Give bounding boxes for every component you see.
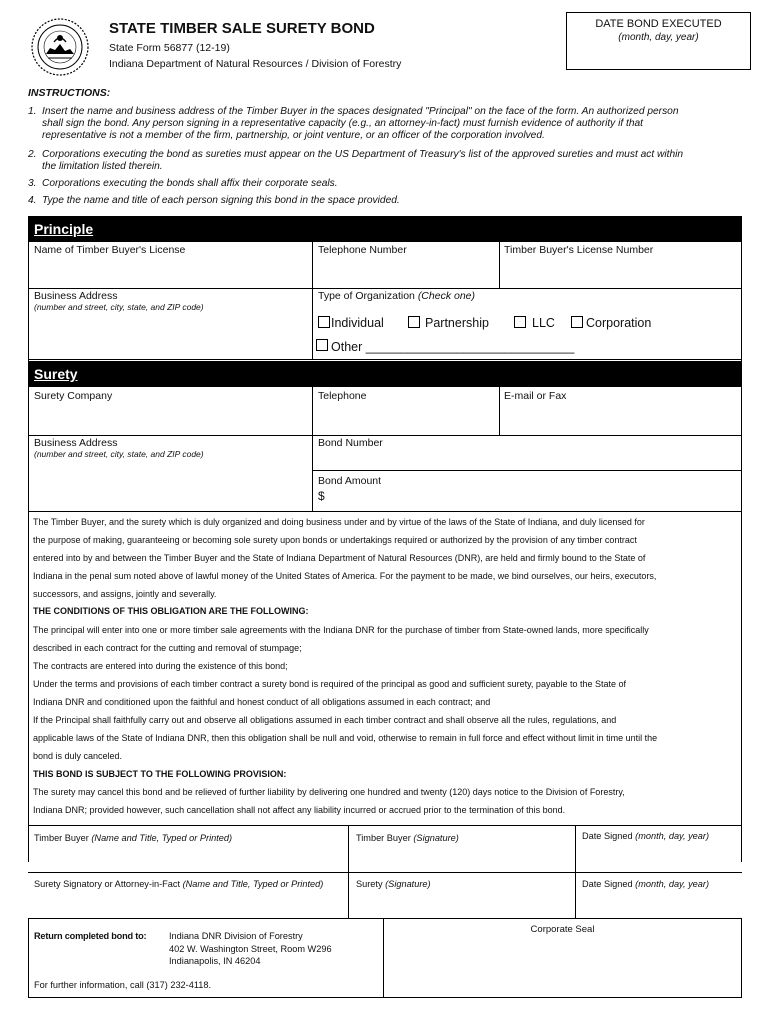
body-line: Indiana DNR; provided however, such cancellation shall not affect any liability incurred or accrued prior to the termination of this bond. xyxy=(33,805,566,815)
conditions-heading: THE CONDITIONS OF THIS OBLIGATION ARE THE FOLLOWING: xyxy=(33,606,309,616)
provision-heading: THIS BOND IS SUBJECT TO THE FOLLOWING PROVISION: xyxy=(33,769,287,779)
instruction-number: 2. xyxy=(28,149,37,160)
partnership-checkbox[interactable] xyxy=(408,316,420,328)
instruction-line: Corporations executing the bond as sureties must appear on the US Department of Treasury's list of the approved sureties and must act within xyxy=(42,149,684,160)
divider xyxy=(28,918,29,998)
state-seal-logo xyxy=(30,16,90,78)
surety-name-label xyxy=(34,878,323,890)
license-number-field[interactable] xyxy=(500,258,740,287)
body-line: Under the terms and provisions of each timber contract a surety bond is required of the principal as good and sufficient surety, payable to the State of xyxy=(33,679,627,689)
buyer-signature-label xyxy=(356,832,459,844)
body-line: The principal will enter into one or more timber sale agreements with the Indiana DNR for the purchase of timber from State-owned lands, more specifically xyxy=(33,625,649,635)
divider xyxy=(28,872,742,873)
buyer-name-field[interactable] xyxy=(29,846,347,871)
instruction-line: Corporations executing the bonds shall affix their corporate seals. xyxy=(42,178,338,189)
instruction-line: shall sign the bond. Any person signing in a representative capacity (e.g., an attorney-in-fact) must furnish evidence of authority if that xyxy=(42,118,644,129)
partnership-label: Partnership xyxy=(425,316,489,330)
surety-telephone-field[interactable] xyxy=(313,404,498,434)
surety-sig-text: Surety xyxy=(356,879,383,889)
instruction-number: 1. xyxy=(28,106,37,117)
buyer-signature-field[interactable] xyxy=(349,846,574,871)
org-type-text: Type of Organization xyxy=(318,290,415,302)
surety-date-signed-label xyxy=(582,878,709,890)
instructions-heading: INSTRUCTIONS: xyxy=(28,87,111,99)
body-line: successors, and assigns, jointly and severally. xyxy=(33,589,217,599)
timber-buyer-name-label: Name of Timber Buyer's License xyxy=(34,244,186,256)
body-line: The surety may cancel this bond and be relieved of further liability by delivering one hundred and twenty (120) days notice to the Division of Forestry, xyxy=(33,787,625,797)
date-signed-sub: (month, day, year) xyxy=(635,831,710,841)
instruction-number: 4. xyxy=(28,195,37,206)
surety-section-header: Surety xyxy=(28,361,742,387)
principle-address-field[interactable] xyxy=(29,315,311,358)
divider xyxy=(28,997,742,998)
buyer-date-signed-label xyxy=(582,830,709,842)
buyer-sig-sub: (Signature) xyxy=(413,833,459,843)
other-label: Other ______________________________ xyxy=(331,340,575,354)
corporate-seal-area[interactable] xyxy=(384,938,741,996)
body-line: The Timber Buyer, and the surety which is duly organized and doing business under and by virtue of the laws of the State of Indiana, and duly licensed for xyxy=(33,517,645,527)
llc-checkbox[interactable] xyxy=(514,316,526,328)
surety-name-field[interactable] xyxy=(29,892,347,917)
divider xyxy=(28,825,742,826)
instruction-line: representative is not a member of the firm, partnership, or joint venture, or an officer of the corporation involved. xyxy=(42,130,545,141)
corporation-label: Corporation xyxy=(586,316,652,330)
instruction-line: the limitation listed therein. xyxy=(42,161,163,172)
surety-telephone-label: Telephone xyxy=(318,390,367,402)
corporation-checkbox[interactable] xyxy=(571,316,583,328)
body-line: Indiana DNR and conditioned upon the faithful and honest conduct of all obligations assumed in each contract; and xyxy=(33,697,491,707)
instruction-line: Insert the name and business address of the Timber Buyer in the spaces designated "Principal" on the face of the form. An authorized person xyxy=(42,106,679,117)
principle-section-header: Principle xyxy=(28,216,742,242)
return-address-line: Indianapolis, IN 46204 xyxy=(169,956,261,966)
individual-label: Individual xyxy=(331,316,384,330)
bond-amount-label: Bond Amount xyxy=(318,475,382,487)
timber-buyer-name-field[interactable] xyxy=(29,258,311,287)
surety-email-label: E-mail or Fax xyxy=(504,390,567,402)
instruction-item xyxy=(28,149,746,173)
divider xyxy=(741,242,742,862)
corporate-seal-label: Corporate Seal xyxy=(530,924,595,935)
agency-name: Indiana Department of Natural Resources / Division of Forestry xyxy=(109,58,402,70)
buyer-sig-text: Timber Buyer xyxy=(356,833,411,843)
buyer-name-text: Timber Buyer xyxy=(34,833,89,843)
body-line: Indiana in the penal sum noted above of lawful money of the United States of America. For the payment to be made, we bind ourselves, our heirs, executors, xyxy=(33,571,657,581)
divider xyxy=(28,918,742,919)
bond-number-field[interactable] xyxy=(313,451,741,469)
body-line: applicable laws of the State of Indiana DNR, then this obligation shall be null and void, otherwise to remain in full force and effect without limit in time until the xyxy=(33,733,658,743)
surety-company-field[interactable] xyxy=(29,404,311,434)
return-label: Return completed bond to: xyxy=(34,931,147,941)
return-address xyxy=(169,930,332,968)
surety-address-field[interactable] xyxy=(29,462,311,510)
date-signed-text: Date Signed xyxy=(582,879,633,889)
surety-email-field[interactable] xyxy=(500,404,740,434)
divider xyxy=(312,470,742,471)
other-checkbox[interactable] xyxy=(316,339,328,351)
body-line: If the Principal shall faithfully carry out and observe all obligations assumed in each timber contract and shall observe all the rules, regulations, and xyxy=(33,715,617,725)
body-line: described in each contract for the cutting and removal of stumpage; xyxy=(33,643,302,653)
divider xyxy=(28,435,742,436)
license-number-label: Timber Buyer's License Number xyxy=(504,244,654,256)
bond-amount-prefix: $ xyxy=(318,489,325,503)
instruction-line: Type the name and title of each person signing this bond in the space provided. xyxy=(42,195,400,206)
divider xyxy=(28,359,742,360)
instruction-number: 3. xyxy=(28,178,37,189)
divider xyxy=(28,511,742,512)
date-signed-sub: (month, day, year) xyxy=(635,879,710,889)
surety-company-label: Surety Company xyxy=(34,390,113,402)
principle-address-label: Business Address xyxy=(34,290,118,302)
form-title: STATE TIMBER SALE SURETY BOND xyxy=(109,20,375,37)
date-box-sub: (month, day, year) xyxy=(618,32,699,43)
surety-address-sub: (number and street, city, state, and ZIP code) xyxy=(34,449,204,459)
surety-name-text: Surety Signatory or Attorney-in-Fact xyxy=(34,879,181,889)
buyer-date-signed-field[interactable] xyxy=(576,846,741,871)
date-signed-text: Date Signed xyxy=(582,831,633,841)
return-address-line: 402 W. Washington Street, Room W296 xyxy=(169,943,332,954)
instruction-item xyxy=(28,106,746,142)
body-line: entered into by and between the Timber Buyer and the State of Indiana Department of Natural Resources (DNR), are held and firmly bound to the State of xyxy=(33,553,646,563)
individual-checkbox[interactable] xyxy=(318,316,330,328)
date-bond-executed-field[interactable] xyxy=(566,12,751,70)
further-info: For further information, call (317) 232-4118. xyxy=(34,980,212,990)
body-line: bond is duly canceled. xyxy=(33,751,123,761)
other-org-field[interactable] xyxy=(370,338,580,354)
return-address-line: Indiana DNR Division of Forestry xyxy=(169,931,303,941)
org-type-sub: (Check one) xyxy=(417,290,476,302)
llc-label: LLC xyxy=(532,316,555,330)
form-number: State Form 56877 (12-19) xyxy=(109,42,230,54)
body-line: the purpose of making, guaranteeing or becoming sole surety upon bonds or undertakings required or authorized by the provision of any timber contract xyxy=(33,535,637,545)
surety-name-sub: (Name and Title, Typed or Printed) xyxy=(182,879,324,889)
buyer-name-sub: (Name and Title, Typed or Printed) xyxy=(91,833,233,843)
surety-signature-label xyxy=(356,878,431,890)
divider xyxy=(741,918,742,998)
surety-sig-sub: (Signature) xyxy=(385,879,431,889)
buyer-name-label xyxy=(34,832,232,844)
principle-telephone-label: Telephone Number xyxy=(318,244,407,256)
principle-telephone-field[interactable] xyxy=(313,258,498,287)
bond-amount-field[interactable] xyxy=(328,488,741,508)
bond-number-label: Bond Number xyxy=(318,437,383,449)
instruction-item xyxy=(28,195,746,207)
divider xyxy=(28,288,742,289)
surety-date-signed-field[interactable] xyxy=(576,892,741,917)
date-box-title: DATE BOND EXECUTED xyxy=(595,18,722,30)
org-type-label xyxy=(318,290,475,303)
principle-address-sub: (number and street, city, state, and ZIP code) xyxy=(34,302,204,312)
body-line: The contracts are entered into during the existence of this bond; xyxy=(33,661,288,671)
surety-signature-field[interactable] xyxy=(349,892,574,917)
surety-address-label: Business Address xyxy=(34,437,118,449)
instruction-item xyxy=(28,178,746,190)
